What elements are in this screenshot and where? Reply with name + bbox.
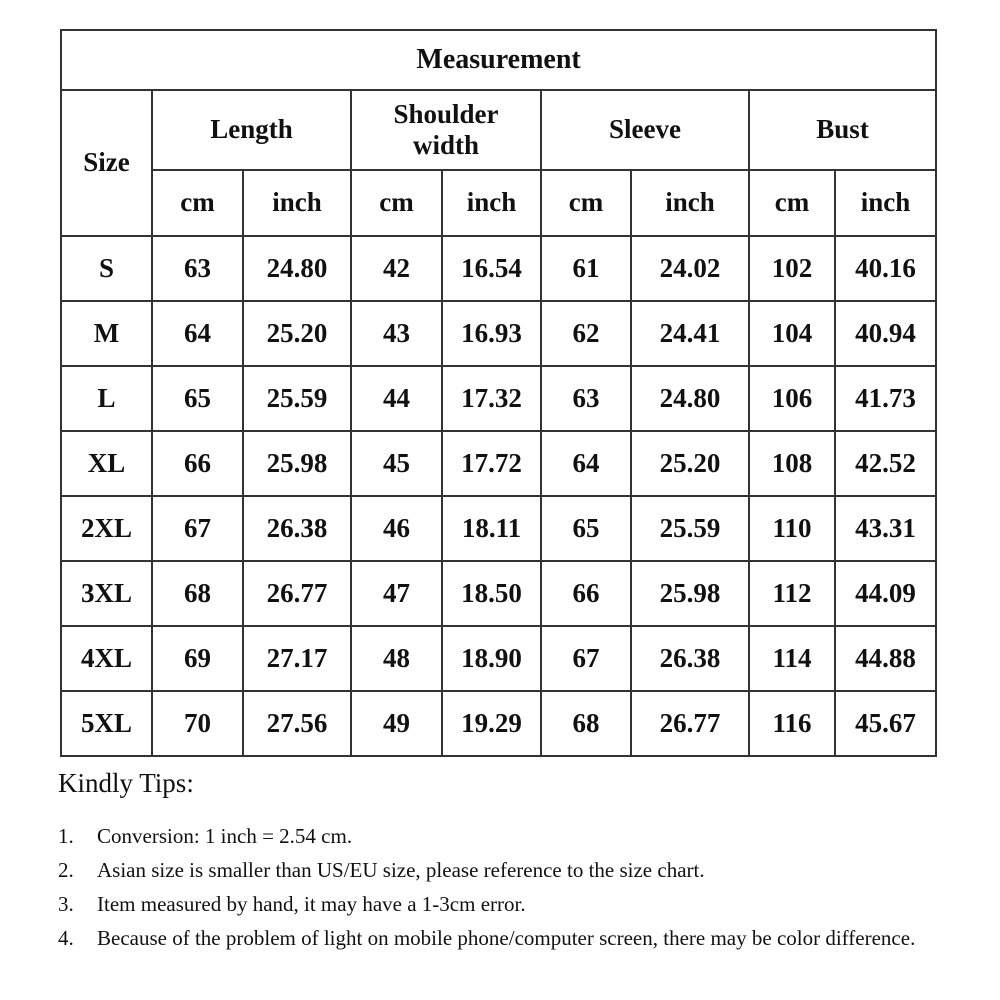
tip-number: 2. [58, 858, 74, 882]
table-row [61, 236, 936, 301]
length-in-cell: 25.98 [243, 431, 351, 496]
sleeve-cm-cell: 65 [541, 496, 631, 561]
sleeve-cm-cell: 63 [541, 366, 631, 431]
shoulder-cm-header: cm [351, 170, 442, 236]
shoulder-cm-cell: 47 [351, 561, 442, 626]
size-chart-table [60, 29, 937, 757]
bust-in-cell: 43.31 [835, 496, 936, 561]
bust-in-cell: 45.67 [835, 691, 936, 756]
kindly-tips [58, 768, 958, 955]
shoulder-cm-cell: 46 [351, 496, 442, 561]
shoulder-in-cell: 16.54 [442, 236, 541, 301]
shoulder-cm-cell: 44 [351, 366, 442, 431]
shoulder-in-cell: 18.50 [442, 561, 541, 626]
table-title: Measurement [61, 30, 936, 90]
table-row [61, 366, 936, 431]
shoulder-cm-cell: 45 [351, 431, 442, 496]
bust-cm-cell: 110 [749, 496, 835, 561]
table-row [61, 626, 936, 691]
sleeve-in-cell: 25.20 [631, 431, 749, 496]
sleeve-inch-header: inch [631, 170, 749, 236]
length-in-cell: 27.17 [243, 626, 351, 691]
bust-in-cell: 44.09 [835, 561, 936, 626]
bust-cm-cell: 106 [749, 366, 835, 431]
tip-text: Asian size is smaller than US/EU size, please reference to the size chart. [97, 858, 705, 882]
tip-number: 3. [58, 892, 74, 916]
size-header: Size [61, 90, 152, 236]
length-cm-cell: 67 [152, 496, 243, 561]
shoulder-cm-cell: 49 [351, 691, 442, 756]
length-inch-header: inch [243, 170, 351, 236]
tip-number: 4. [58, 926, 74, 950]
shoulder-in-cell: 17.72 [442, 431, 541, 496]
shoulder-inch-header: inch [442, 170, 541, 236]
tip-text: Because of the problem of light on mobile phone/computer screen, there may be color difference. [97, 926, 916, 950]
length-in-cell: 26.77 [243, 561, 351, 626]
sleeve-in-cell: 25.98 [631, 561, 749, 626]
bust-in-cell: 44.88 [835, 626, 936, 691]
bust-cm-cell: 114 [749, 626, 835, 691]
tips-list [58, 819, 958, 955]
length-cm-header: cm [152, 170, 243, 236]
table-row [61, 431, 936, 496]
tips-title: Kindly Tips: [58, 768, 194, 798]
length-in-cell: 27.56 [243, 691, 351, 756]
tip-item [58, 819, 958, 853]
tip-item [58, 887, 958, 921]
sleeve-cm-cell: 62 [541, 301, 631, 366]
table-row [61, 496, 936, 561]
length-cm-cell: 69 [152, 626, 243, 691]
shoulder-in-cell: 18.11 [442, 496, 541, 561]
tip-item [58, 853, 958, 887]
shoulder-in-cell: 16.93 [442, 301, 541, 366]
table-row [61, 691, 936, 756]
size-cell: 4XL [61, 626, 152, 691]
tip-number: 1. [58, 824, 74, 848]
tip-text: Conversion: 1 inch = 2.54 cm. [97, 824, 353, 848]
length-cm-cell: 68 [152, 561, 243, 626]
size-cell: M [61, 301, 152, 366]
bust-in-cell: 40.94 [835, 301, 936, 366]
length-cm-cell: 65 [152, 366, 243, 431]
shoulder-in-cell: 18.90 [442, 626, 541, 691]
length-cm-cell: 64 [152, 301, 243, 366]
table-row [61, 301, 936, 366]
sleeve-cm-cell: 64 [541, 431, 631, 496]
sleeve-cm-cell: 66 [541, 561, 631, 626]
size-cell: 3XL [61, 561, 152, 626]
sleeve-cm-header: cm [541, 170, 631, 236]
size-cell: S [61, 236, 152, 301]
sleeve-header: Sleeve [541, 90, 749, 170]
length-in-cell: 24.80 [243, 236, 351, 301]
bust-cm-cell: 112 [749, 561, 835, 626]
shoulder-width-header [351, 90, 541, 170]
length-in-cell: 25.59 [243, 366, 351, 431]
bust-cm-cell: 108 [749, 431, 835, 496]
shoulder-header-line2: width [412, 130, 480, 160]
bust-cm-cell: 104 [749, 301, 835, 366]
sleeve-in-cell: 26.77 [631, 691, 749, 756]
sleeve-in-cell: 24.41 [631, 301, 749, 366]
shoulder-in-cell: 17.32 [442, 366, 541, 431]
length-in-cell: 26.38 [243, 496, 351, 561]
bust-in-cell: 41.73 [835, 366, 936, 431]
sleeve-cm-cell: 67 [541, 626, 631, 691]
length-cm-cell: 66 [152, 431, 243, 496]
sleeve-in-cell: 24.02 [631, 236, 749, 301]
bust-header: Bust [749, 90, 936, 170]
length-header: Length [152, 90, 351, 170]
bust-inch-header: inch [835, 170, 936, 236]
sleeve-in-cell: 24.80 [631, 366, 749, 431]
size-cell: 5XL [61, 691, 152, 756]
shoulder-cm-cell: 48 [351, 626, 442, 691]
length-in-cell: 25.20 [243, 301, 351, 366]
sleeve-cm-cell: 68 [541, 691, 631, 756]
bust-in-cell: 40.16 [835, 236, 936, 301]
size-cell: L [61, 366, 152, 431]
length-cm-cell: 70 [152, 691, 243, 756]
sleeve-in-cell: 26.38 [631, 626, 749, 691]
bust-cm-cell: 116 [749, 691, 835, 756]
bust-in-cell: 42.52 [835, 431, 936, 496]
table-row [61, 561, 936, 626]
bust-cm-header: cm [749, 170, 835, 236]
size-cell: XL [61, 431, 152, 496]
size-cell: 2XL [61, 496, 152, 561]
tip-text: Item measured by hand, it may have a 1-3cm error. [97, 892, 526, 916]
tip-item [58, 921, 958, 955]
shoulder-header-line1: Shoulder [393, 98, 499, 129]
shoulder-cm-cell: 43 [351, 301, 442, 366]
shoulder-cm-cell: 42 [351, 236, 442, 301]
sleeve-cm-cell: 61 [541, 236, 631, 301]
bust-cm-cell: 102 [749, 236, 835, 301]
length-cm-cell: 63 [152, 236, 243, 301]
sleeve-in-cell: 25.59 [631, 496, 749, 561]
shoulder-in-cell: 19.29 [442, 691, 541, 756]
